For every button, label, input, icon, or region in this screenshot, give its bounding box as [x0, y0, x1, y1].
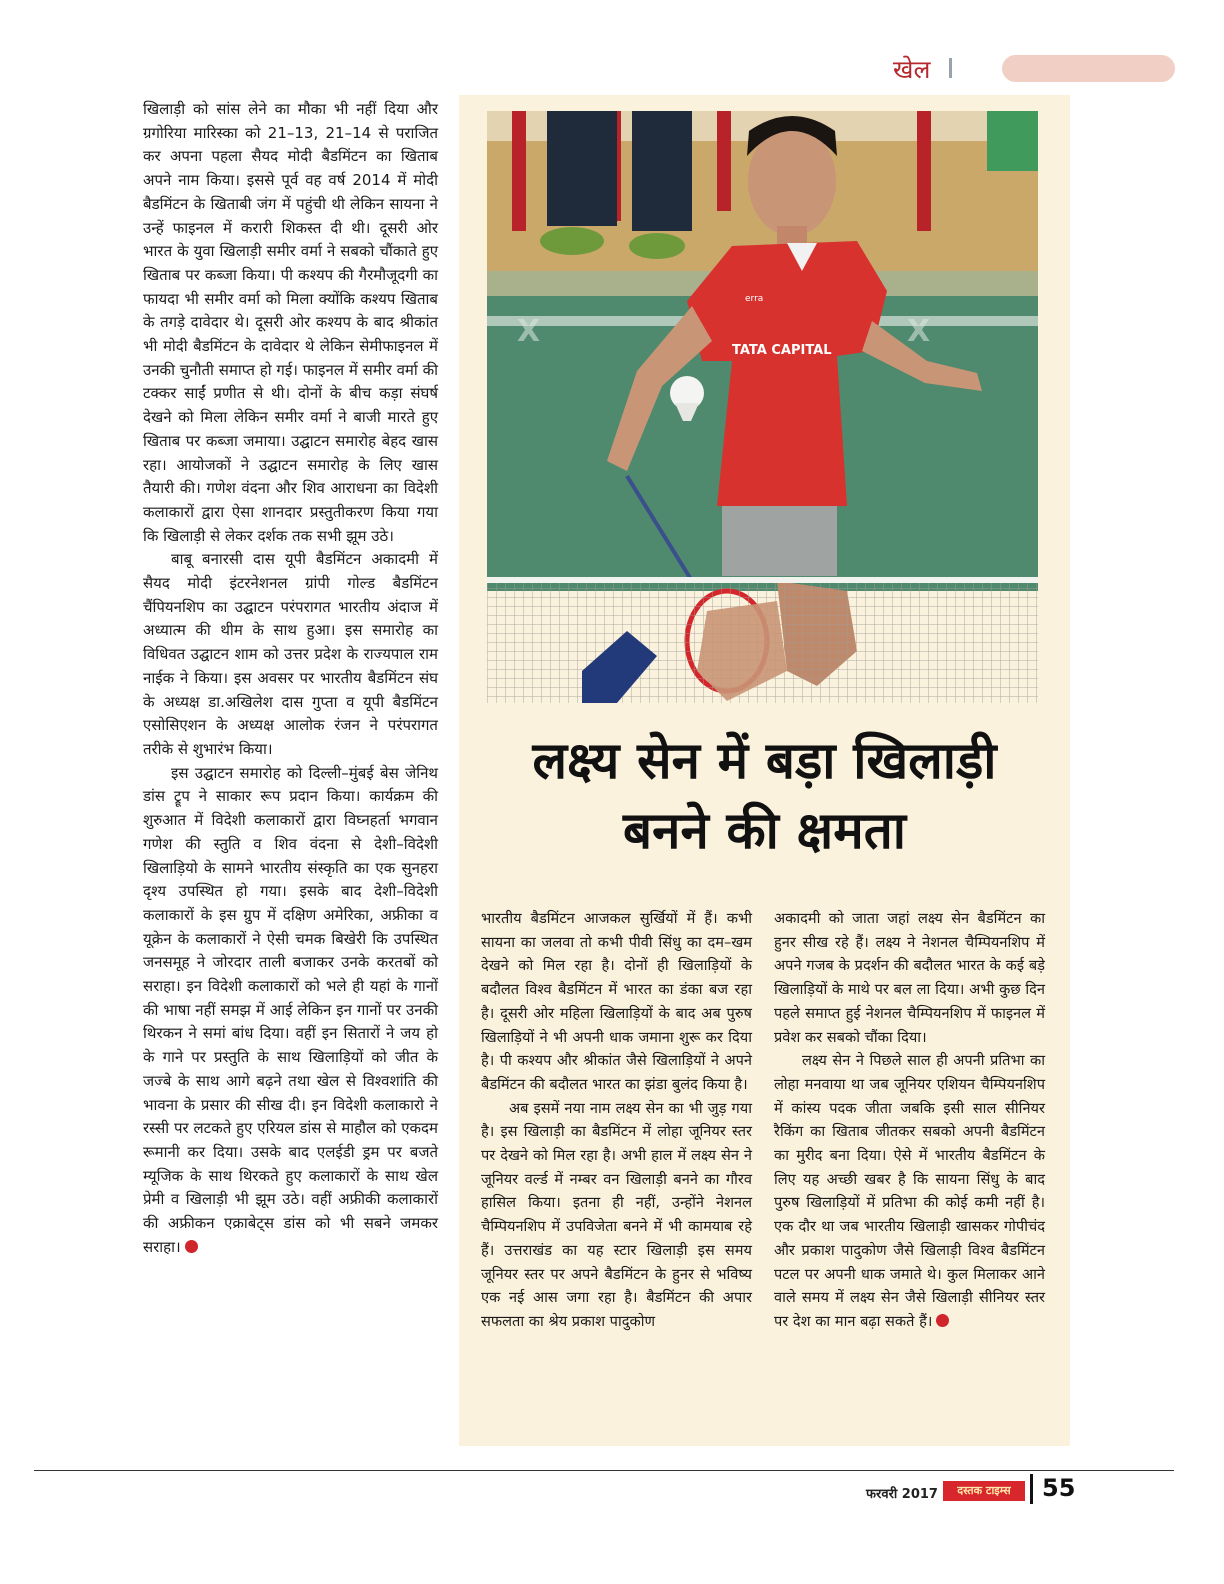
section-decoration — [1002, 55, 1175, 82]
page-number: 55 — [1042, 1474, 1076, 1502]
headline-line-2: बनने की क्षमता — [623, 802, 906, 861]
section-label: खेल — [893, 55, 931, 84]
badminton-player-image — [487, 111, 1038, 703]
left-paragraph-1: खिलाड़ी को सांस लेने का मौका भी नहीं दिया और ग्रगोरिया मारिस्का को 21–13, 21–14 से पराजित कर अपना पहला सैयद मोदी बैडमिंटन का खिताब अपने नाम किया। इससे पूर्व वह वर्ष 2014 में मोदी बैडमिंटन के खिताबी जंग में पहुंची थी लेकिन सायना ने उन्हें फाइनल में करारी शिकस्त दी थी। दूसरी ओर भारत के युवा खिलाड़ी समीर वर्मा ने सबको चौंकाते हुए खिताब पर कब्जा किया। पी कश्यप की गैरमौजूदगी का फायदा भी समीर वर्मा को मिला क्योंकि कश्यप खिताब के तगड़े दावेदार थे। दूसरी ओर कश्यप के बाद श्रीकांत भी मोदी बैडमिंटन के दावेदार थे लेकिन सेमीफाइनल में उनकी चुनौती समाप्त हो गई। फाइनल में समीर वर्मा की टक्कर साईं प्रणीत से थी। दोनों के बीच कड़ा संघर्ष देखने को मिला लेकिन समीर वर्मा ने बाजी मारते हुए खिताब पर कब्जा जमाया। उद्घाटन समारोह बेहद खास रहा। आयोजकों ने उद्घाटन समारोह के लिए खास तैयारी की। गणेश वंदना और शिव आराधना का विदेशी कलाकारों द्वारा ऐसा शानदार प्रस्तुतीकरण किया गया कि खिलाड़ी से लेकर दर्शक तक सभी झूम उठे। — [143, 100, 438, 545]
feature-column-a — [481, 907, 752, 1334]
left-column — [143, 98, 438, 1259]
feature-paragraph-3: अकादमी को जाता जहां लक्ष्य सेन बैडमिंटन का हुनर सीख रहे हैं। लक्ष्य ने नेशनल चैम्पियनशिप में अपने गजब के प्रदर्शन की बदौलत भारत के कई बड़े खिलाड़ियों के माथे पर बल ला दिया। अभी कुछ दिन पहले समाप्त हुई नेशनल चैम्पियनशिप में फाइनल में प्रवेश कर सबको चौंका दिया। — [774, 910, 1045, 1046]
magazine-logo: दस्तक टाइम्स — [943, 1481, 1025, 1501]
section-divider — [949, 58, 952, 78]
left-paragraph-3: इस उद्घाटन समारोह को दिल्ली–मुंबई बेस जेनिथ डांस ट्रूप ने साकार रूप प्रदान किया। कार्यक्रम की शुरुआत में विदेशी कलाकारों द्वारा विघ्नहर्ता भगवान गणेश की स्तुति व शिव वंदना से देशी–विदेशी खिलाड़ियो के सामने भारतीय संस्कृति का एक सुनहरा दृश्य उपस्थित हो गया। इसके बाद देशी–विदेशी कलाकारों के इस ग्रुप में दक्षिण अमेरिका, अफ्रीका व यूक्रेन के कलाकारों ने ऐसी चमक बिखेरी कि उपस्थित जनसमूह ने जोरदार ताली बजाकर उनके करतबों को सराहा। इन विदेशी कलाकारों को भले ही यहां के गानों की भाषा नहीं समझ में आई लेकिन इन गानों पर उनकी थिरकन ने समां बांध दिया। वहीं इन सितारों ने जय हो के गाने पर प्रस्तुति के साथ खिलाड़ियों को जीत के जज्बे के साथ आगे बढ़ने तथा खेल से विश्वशांति की भावना के प्रसार की सीख दी। इन विदेशी कलाकारो ने रस्सी पर लटकते हुए एरियल डांस से माहौल को एकदम रूमानी कर दिया। उसके बाद एलईडी ड्रम पर बजते म्यूजिक के साथ थिरकते हुए कलाकारों के साथ खेल प्रेमी व खिलाड़ी भी झूम उठे। वहीं अफ्रीकी कलाकारों की अफ्रीकन एक्राबेट्स डांस को भी सबने जमकर सराहा। — [143, 763, 438, 1256]
end-mark-icon — [936, 1314, 949, 1327]
footer-divider — [1030, 1474, 1033, 1504]
feature-paragraph-2: अब इसमें नया नाम लक्ष्य सेन का भी जुड़ गया है। इस खिलाड़ी का बैडमिंटन में लोहा जूनियर स्तर पर देखने को मिल रहा है। अभी हाल में लक्ष्य सेन ने जूनियर वर्ल्ड में नम्बर वन खिलाड़ी बनने का गौरव हासिल किया। इतना ही नहीं, उन्होंने नेशनल चैम्पियनशिप में उपविजेता बनने में भी कामयाब रहे हैं। उत्तराखंड का यह स्टार खिलाड़ी इस समय जूनियर स्तर पर अपने बैडमिंटन के हुनर से भविष्य एक नई आस जगा रहा है। बैडमिंटन की अपार सफलता का श्रेय प्रकाश पादुकोण — [481, 1099, 752, 1330]
headline — [459, 727, 1070, 867]
feature-column-b — [774, 907, 1045, 1334]
feature-paragraph-1: भारतीय बैडमिंटन आजकल सुर्खियों में हैं। कभी सायना का जलवा तो कभी पीवी सिंधु का दम–खम देखने को मिल रहा है। दोनों ही खिलाड़ियों के बदौलत विश्व बैडमिंटन में भारत का डंका बज रहा है। दूसरी ओर महिला खिलाड़ियों के बाद अब पुरुष खिलाड़ियों ने भी अपनी धाक जमाना शुरू कर दिया है। पी कश्यप और श्रीकांत जैसे खिलाड़ियों ने अपने बैडमिंटन की बदौलत भारत का झंडा बुलंद किया है। — [481, 910, 752, 1093]
headline-line-1: लक्ष्य सेन में बड़ा खिलाड़ी — [532, 732, 997, 791]
svg-text:X: X — [517, 314, 541, 349]
player-photo — [487, 111, 1038, 703]
jersey-logo: erra — [745, 294, 764, 304]
footer-month: फरवरी 2017 — [866, 1487, 938, 1502]
feature-box — [459, 95, 1070, 1446]
left-paragraph-2: बाबू बनारसी दास यूपी बैडमिंटन अकादमी में सैयद मोदी इंटरनेशनल ग्रांपी गोल्ड बैडमिंटन चैंपियनशिप का उद्घाटन परंपरागत भारतीय अंदाज में अध्यात्म की थीम के साथ हुआ। इस समारोह का विधिवत उद्घाटन शाम को उत्तर प्रदेश के राज्यपाल राम नाईक ने किया। इस अवसर पर भारतीय बैडमिंटन संघ के अध्यक्ष डा.अखिलेश दास गुप्ता व यूपी बैडमिंटन एसोसिएशन के अध्यक्ष आलोक रंजन ने परंपरागत तरीके से शुभारंभ किया। — [143, 550, 438, 758]
feature-paragraph-4: लक्ष्य सेन ने पिछले साल ही अपनी प्रतिभा का लोहा मनवाया था जब जूनियर एशियन चैम्पियनशिप में कांस्य पदक जीता जबकि इसी साल सीनियर रैकिंग का खिताब जीतकर सबको अपनी बैडमिंटन का मुरीद बना दिया। ऐसे में भारतीय बैडमिंटन के लिए यह अच्छी खबर है कि सायना सिंधु के बाद पुरुष खिलाड़ियों में प्रतिभा की कोई कमी नहीं है। एक दौर था जब भारतीय खिलाड़ी खासकर गोपीचंद और प्रकाश पादुकोण जैसे खिलाड़ी विश्व बैडमिंटन पटल पर अपनी धाक जमाते थे। कुल मिलाकर आने वाले समय में लक्ष्य सेन जैसे खिलाड़ी सीनियर स्तर पर देश का मान बढ़ा सकते हैं। — [774, 1052, 1045, 1330]
jersey-text: TATA CAPITAL — [732, 343, 832, 358]
svg-text:X: X — [907, 314, 931, 349]
footer-rule — [34, 1470, 1174, 1471]
end-mark-icon — [185, 1240, 198, 1253]
